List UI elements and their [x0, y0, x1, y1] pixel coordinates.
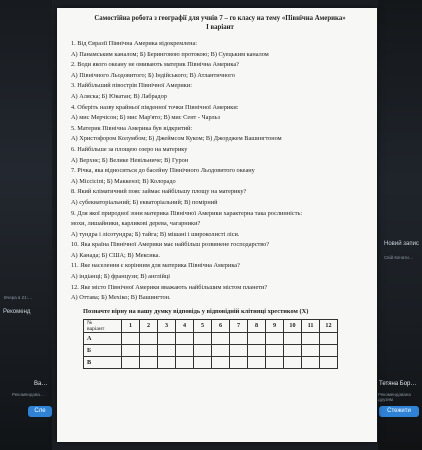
left-feed-name: Ва…: [34, 381, 48, 387]
question-number-cell: 11: [302, 320, 320, 333]
answer-cell[interactable]: [320, 345, 338, 357]
answer-options: мохи, лишайники, карликові дерева, чагарники?: [71, 220, 201, 228]
left-feed-time: Вчера в 21:…: [4, 295, 33, 300]
right-feed-sublabel: Свій Качати…: [384, 255, 414, 260]
answer-cell[interactable]: [194, 357, 212, 369]
left-follow-button[interactable]: Сле: [28, 406, 52, 417]
table-row: [84, 333, 338, 345]
question-number-cell: 3: [158, 320, 176, 333]
question-number-cell: 5: [194, 320, 212, 333]
answer-cell[interactable]: [194, 333, 212, 345]
question-list: [71, 39, 369, 304]
answer-cell[interactable]: [176, 345, 194, 357]
question-number-cell: 12: [320, 320, 338, 333]
answer-cell[interactable]: [284, 345, 302, 357]
question-text: 5. Материк Північна Америка був відкритий:: [71, 124, 193, 132]
answer-cell[interactable]: [122, 357, 140, 369]
answer-cell[interactable]: [140, 345, 158, 357]
answer-options: А) мис Мерчісон; Б) мис Мар'ято; В) мис Сент - Чарльз: [71, 114, 221, 122]
answer-cell[interactable]: [122, 333, 140, 345]
answer-cell[interactable]: [248, 357, 266, 369]
answer-options: А) Північного Льодовитого; Б) Індійського; В) Атлантичного: [71, 71, 235, 79]
answer-options: А) Міссісіпі; Б) Маккензі; В) Колорадо: [71, 177, 176, 185]
answer-cell[interactable]: [302, 345, 320, 357]
question-number-cell: 7: [230, 320, 248, 333]
left-feed-subtitle: Рекомендова…: [12, 392, 45, 397]
corner-variant-label: варіант: [87, 326, 105, 333]
question-number-cell: 4: [176, 320, 194, 333]
question-number-cell: 1: [122, 320, 140, 333]
answer-cell[interactable]: [122, 345, 140, 357]
answer-options: А) Оттава; Б) Мехіко; В) Вашингтон.: [71, 294, 171, 302]
question-number-cell: 9: [266, 320, 284, 333]
answer-cell[interactable]: [230, 357, 248, 369]
question-number-cell: 6: [212, 320, 230, 333]
variant-label-cell: В: [84, 357, 122, 369]
answer-cell[interactable]: [212, 357, 230, 369]
table-row: [84, 357, 338, 369]
answer-cell[interactable]: [266, 333, 284, 345]
question-number-cell: 8: [248, 320, 266, 333]
question-text: 9. Для якої природної зони материка Північної Америки характерна така рослинність:: [71, 209, 303, 217]
answer-cell[interactable]: [176, 333, 194, 345]
question-text: 4. Оберіть назву крайньої південної точки Північної Америки:: [71, 103, 239, 111]
question-text: 6. Найбільше за площею озеро на материку: [71, 145, 188, 153]
variant-label-cell: А: [84, 333, 122, 345]
answer-options: А) Аляска; Б) Юкатан; В) Лабрадор: [71, 92, 167, 100]
answer-options: А) Христофором Колумбом; Б) Джеймсом Куком; В) Джорджем Вашингтоном: [71, 135, 282, 143]
right-feed-label: Новий запис: [384, 241, 419, 247]
question-text: 8. Який кліматичний пояс займає найбільшу площу на материку?: [71, 188, 247, 196]
answer-options: А) субекваторіальний; Б) екваторіальний; В) помірний: [71, 198, 218, 206]
question-text: 11. Яке населення є корінним для материка Північна Америка?: [71, 262, 240, 270]
answer-cell[interactable]: [320, 357, 338, 369]
answer-cell[interactable]: [230, 345, 248, 357]
answer-cell[interactable]: [158, 345, 176, 357]
answer-cell[interactable]: [302, 357, 320, 369]
answer-cell[interactable]: [266, 345, 284, 357]
question-number-cell: 10: [284, 320, 302, 333]
answer-options: А) індіанці; Б) французи; В) англійці: [71, 273, 170, 281]
question-text: 12. Яке місто Північної Америки вважають найбільшим містом планети?: [71, 283, 268, 291]
answer-cell[interactable]: [140, 333, 158, 345]
answer-cell[interactable]: [140, 357, 158, 369]
right-feed-name: Тетяна Бор…: [379, 381, 417, 387]
left-feed-label: Рекоменд: [3, 309, 31, 315]
answer-cell[interactable]: [248, 345, 266, 357]
answer-cell[interactable]: [158, 357, 176, 369]
answer-options: А) Канада; Б) США; В) Мексика.: [71, 251, 160, 259]
answer-cell[interactable]: [230, 333, 248, 345]
answer-cell[interactable]: [284, 357, 302, 369]
answer-table: [83, 319, 338, 369]
question-text: 10. Яка країна Північної Америки має найбільш розвинене господарство?: [71, 241, 270, 249]
table-header-row: [84, 320, 338, 333]
answer-options: А) тундра і лісотундра; Б) тайга; В) мішані і широколисті ліси.: [71, 230, 240, 238]
answer-options: А) Панамським каналом; Б) Беринговою протокою; В) Суецьким каналом: [71, 50, 269, 58]
worksheet-page: [57, 8, 377, 442]
worksheet-title: [71, 14, 369, 32]
right-feed-subtitle: Рекомендована друзям: [378, 392, 411, 402]
answer-cell[interactable]: [302, 333, 320, 345]
title-line-1: Самостійна робота з географії для учнів 7 – го класу на тему «Північна Америка»: [94, 15, 346, 22]
answer-options: А) Верхнє; Б) Велике Невільниче; В) Гурон: [71, 156, 189, 164]
answer-cell[interactable]: [284, 333, 302, 345]
answer-cell[interactable]: [176, 357, 194, 369]
answer-cell[interactable]: [212, 345, 230, 357]
variant-label-cell: Б: [84, 345, 122, 357]
answer-cell[interactable]: [158, 333, 176, 345]
answer-cell[interactable]: [266, 357, 284, 369]
question-text: 7. Річка, яка відноситься до басейну Північного Льодовитого океану: [71, 167, 255, 175]
answer-cell[interactable]: [212, 333, 230, 345]
right-follow-button[interactable]: Стежити: [379, 406, 419, 417]
table-corner-cell: [84, 320, 122, 333]
worksheet-content: [71, 14, 369, 369]
title-line-2: I варіант: [206, 24, 234, 31]
table-row: [84, 345, 338, 357]
corner-number-label: №: [87, 320, 93, 327]
answer-cell[interactable]: [194, 345, 212, 357]
question-number-cell: 2: [140, 320, 158, 333]
answer-cell[interactable]: [248, 333, 266, 345]
question-text: 3. Найбільший півострів Північної Америки:: [71, 82, 192, 90]
question-text: 1. Від Євразії Північна Америка відокремлена:: [71, 40, 198, 47]
question-text: 2. Води якого океану не омивають материк Північна Америка?: [71, 61, 239, 69]
answer-table-title: Позначте вірну на вашу думку відповідь у відповідній клітинці хрестиком (Х): [83, 307, 309, 315]
answer-cell[interactable]: [320, 333, 338, 345]
